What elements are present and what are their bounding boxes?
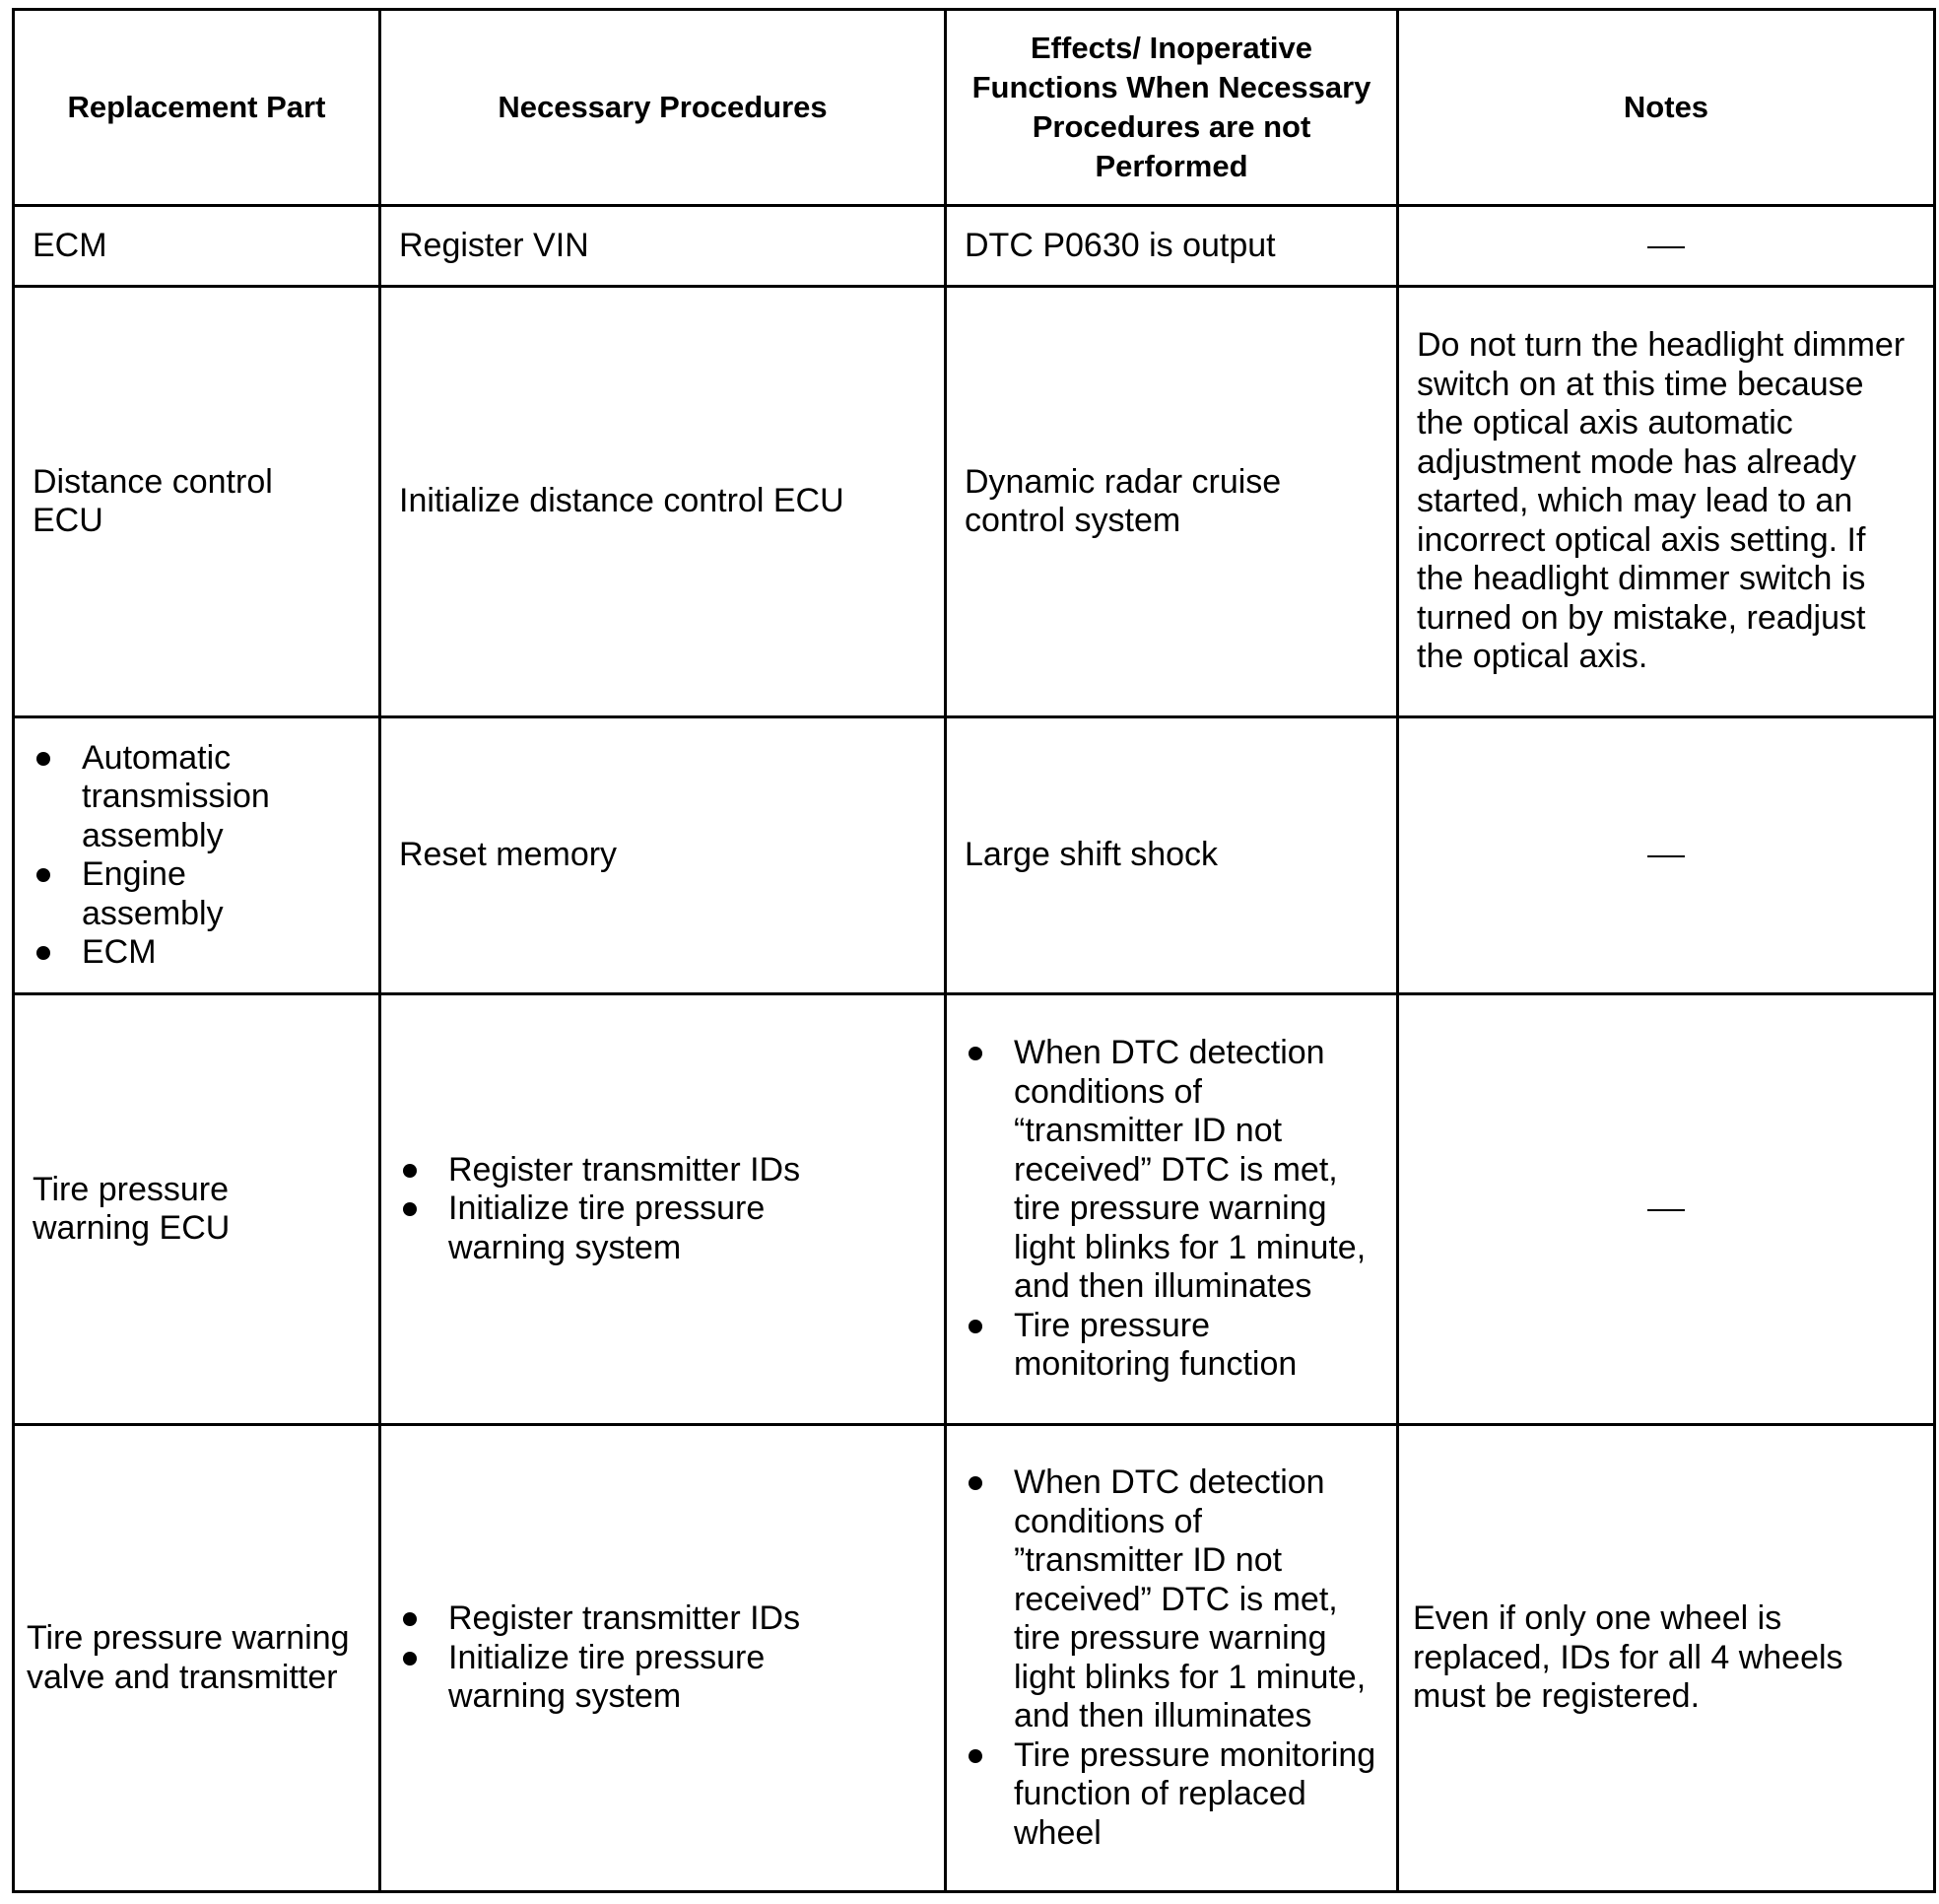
part-list — [33, 739, 361, 973]
list-item — [965, 1736, 1378, 1854]
list-item-text: When DTC detection conditions of “transmitter ID not received” DTC is met, tire pressure warning light blinks for 1 minute, and then illuminates — [1014, 1034, 1367, 1306]
part-text: Distance control ECU — [33, 462, 273, 539]
list-item — [965, 1307, 1378, 1385]
notes-text: Even if only one wheel is replaced, IDs for all 4 wheels must be registered. — [1413, 1599, 1843, 1716]
table-row — [14, 206, 1935, 287]
bullet-icon — [403, 1612, 417, 1626]
list-item-text: When DTC detection conditions of ”transmitter ID not received” DTC is met, tire pressure warning light blinks for 1 minute, and then illuminates — [1014, 1463, 1367, 1734]
cell-procedure: Reset memory — [380, 717, 946, 994]
em-dash — [1647, 1209, 1685, 1211]
list-item — [399, 1599, 926, 1639]
list-item-text: Tire pressure monitoring function — [1014, 1306, 1298, 1384]
list-item-text: Register transmitter IDs — [448, 1150, 801, 1189]
list-item-text: Tire pressure monitoring function of replaced wheel — [1014, 1735, 1376, 1852]
header-replacement-part: Replacement Part — [14, 10, 380, 206]
bullet-icon — [969, 1476, 982, 1490]
cell-replacement-part: ECM — [14, 206, 380, 287]
list-item — [399, 1639, 926, 1717]
table-row — [14, 287, 1935, 717]
procedures-table — [12, 8, 1936, 1893]
cell-procedure: Initialize distance control ECU — [380, 287, 946, 717]
list-item — [399, 1151, 926, 1190]
cell-notes — [1398, 206, 1935, 287]
bullet-icon — [36, 946, 50, 960]
cell-effect — [946, 287, 1398, 717]
cell-replacement-part — [14, 287, 380, 717]
list-item-text: Engine assembly — [82, 855, 224, 932]
list-item-text: Register transmitter IDs — [448, 1599, 801, 1638]
bullet-icon — [36, 868, 50, 882]
list-item-text: ECM — [82, 933, 157, 971]
header-row — [14, 10, 1935, 206]
cell-procedure: Register VIN — [380, 206, 946, 287]
list-item — [33, 739, 361, 856]
cell-replacement-part — [14, 1425, 380, 1892]
list-item-text: Initialize tire pressure warning system — [448, 1190, 766, 1266]
part-text: Tire pressure warning valve and transmitter — [27, 1619, 350, 1696]
bullet-icon — [403, 1202, 417, 1216]
table-row — [14, 717, 1935, 994]
em-dash — [1647, 246, 1685, 248]
list-item-text: Initialize tire pressure warning system — [448, 1638, 766, 1716]
bullet-icon — [403, 1164, 417, 1178]
list-item — [965, 1034, 1378, 1307]
list-item — [399, 1190, 926, 1267]
header-effects: Effects/ Inoperative Functions When Necessary Procedures are not Performed — [946, 10, 1398, 206]
em-dash — [1647, 855, 1685, 857]
cell-effect: Large shift shock — [946, 717, 1398, 994]
list-item — [33, 933, 361, 973]
cell-procedure — [380, 1425, 946, 1892]
bullet-icon — [36, 752, 50, 766]
effect-text: Dynamic radar cruise control system — [965, 462, 1282, 539]
part-text: Tire pressure warning ECU — [33, 1170, 231, 1247]
bullet-icon — [969, 1047, 982, 1060]
table-row — [14, 1425, 1935, 1892]
cell-notes — [1398, 1425, 1935, 1892]
header-notes: Notes — [1398, 10, 1935, 206]
effect-list — [965, 1034, 1378, 1385]
bullet-icon — [403, 1652, 417, 1666]
procedure-list — [399, 1599, 926, 1717]
cell-replacement-part — [14, 717, 380, 994]
list-item — [33, 855, 361, 933]
bullet-icon — [969, 1749, 982, 1763]
effect-list — [965, 1463, 1378, 1853]
cell-notes: Do not turn the headlight dimmer switch on at this time because the optical axis automatic adjustment mode has already started, which may lead to an incorrect optical axis setting. If the headlight dimmer switch is turned on by mistake, readjust the optical axis. — [1398, 287, 1935, 717]
cell-procedure — [380, 994, 946, 1425]
cell-replacement-part — [14, 994, 380, 1425]
cell-effect: DTC P0630 is output — [946, 206, 1398, 287]
cell-notes — [1398, 994, 1935, 1425]
list-item-text: Automatic transmission assembly — [82, 738, 270, 854]
cell-effect — [946, 994, 1398, 1425]
bullet-icon — [969, 1320, 982, 1333]
cell-notes — [1398, 717, 1935, 994]
list-item — [965, 1463, 1378, 1736]
table-row — [14, 994, 1935, 1425]
cell-effect — [946, 1425, 1398, 1892]
header-necessary-procedures: Necessary Procedures — [380, 10, 946, 206]
procedure-list — [399, 1151, 926, 1268]
